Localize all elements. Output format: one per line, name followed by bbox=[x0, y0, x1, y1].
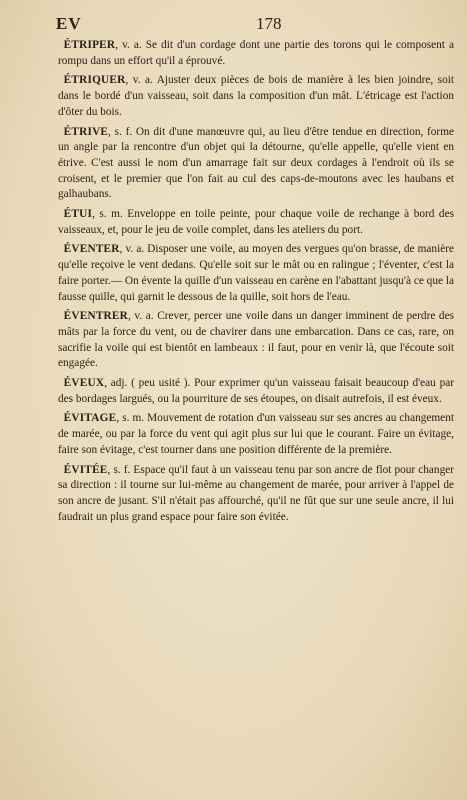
entry-etrive bbox=[58, 125, 454, 204]
headword: ÉTUI bbox=[63, 208, 93, 221]
headword: ÉVITAGE bbox=[63, 412, 117, 425]
entry-etui bbox=[58, 207, 454, 238]
dictionary-text bbox=[58, 38, 454, 529]
headword: ÉVEUX bbox=[63, 377, 105, 390]
definition: , s. f. Espace qu'il faut à un vaisseau tenu par son ancre de flot pour changer sa direction : il tourne sur lui-même au changement de marée, pour arriver à l'appel de son ancre de jusant. S'il n'était pas affourché, qu'il ne fût que sur une seule ancre, il lui faudrait un plus grand espace pour faire son évitée. bbox=[58, 463, 454, 523]
definition: , v. a. Crever, percer une voile dans un danger imminent de perdre des mâts par la force du vent, ou de chavirer dans une embarcation. Dans ce cas, rare, on sacrifie la voile qui est bientôt en lambeaux : il faut, pour en venir là, que l'écoute soit engagée. bbox=[58, 310, 454, 370]
entry-etriquer bbox=[58, 73, 454, 120]
entry-eveux bbox=[58, 376, 454, 407]
headword: ÉVITÉE bbox=[63, 463, 108, 476]
definition: , s. m. Mouvement de rotation d'un vaisseau sur ses ancres au changement de marée, ou par la force du vent qui agit plus sur lui que le courant. Faire un évitage, faire son évitage, c'est tourner dans une position différente de la première. bbox=[58, 412, 454, 456]
entry-evitage bbox=[58, 411, 454, 458]
entry-evitee bbox=[58, 463, 454, 526]
headword: ÉTRIQUER bbox=[63, 74, 126, 87]
headword: ÉVENTER bbox=[63, 243, 120, 256]
definition: , v. a. Ajuster deux pièces de bois de manière à les bien joindre, soit dans le bordé d'un vaisseau, soit dans la composition d'un mât. L'étricage est l'action d'ôter du bois. bbox=[58, 74, 454, 118]
entry-eventer bbox=[58, 242, 454, 305]
definition: , v. a. Disposer une voile, au moyen des vergues qu'on brasse, de manière qu'elle reçoive le vent dedans. Qu'elle soit sur le mât ou en ralingue ; l'éventer, c'est la faire porter.— On évente la quille d'un vaisseau en carène en l'abattant jusqu'à ce que la fausse quille, qui garnit le dessous de la quille, soit hors de l'eau. bbox=[58, 243, 454, 303]
running-header bbox=[56, 14, 453, 38]
header-letters: EV bbox=[56, 14, 82, 33]
entry-etriper bbox=[58, 38, 454, 69]
entry-eventrer bbox=[58, 309, 454, 372]
definition: , s. f. On dit d'une manœuvre qui, au lieu d'être tendue en direction, forme un angle par la rencontre d'un objet qui la détourne, qu'elle appelle, qu'elle vient en étrive. C'est aussi le nom d'un amarrage fait sur deux cordages à l'endroit où ils se croisent, et le premier que l'on fait au cul des caps-de-moutons avec les haubans et galhaubans. bbox=[58, 125, 454, 201]
page-number: 178 bbox=[256, 14, 282, 33]
headword: ÉTRIPER bbox=[63, 39, 116, 51]
definition: , v. a. Se dit d'un cordage dont une partie des torons qui le composent a rompu dans un effort qu'il a éprouvé. bbox=[58, 39, 454, 67]
headword: ÉVENTRER bbox=[63, 310, 129, 323]
definition: , adj. ( peu usité ). Pour exprimer qu'un vaisseau faisait beaucoup d'eau par des bordages largués, ou la pourriture de ses étoupes, on disait autrefois, il est éveux. bbox=[58, 377, 454, 405]
definition: , s. m. Enveloppe en toile peinte, pour chaque voile de rechange à bord des vaisseaux, et, pour le jeu de voile complet, dans les ateliers du port. bbox=[58, 208, 454, 236]
headword: ÉTRIVE bbox=[63, 125, 109, 138]
